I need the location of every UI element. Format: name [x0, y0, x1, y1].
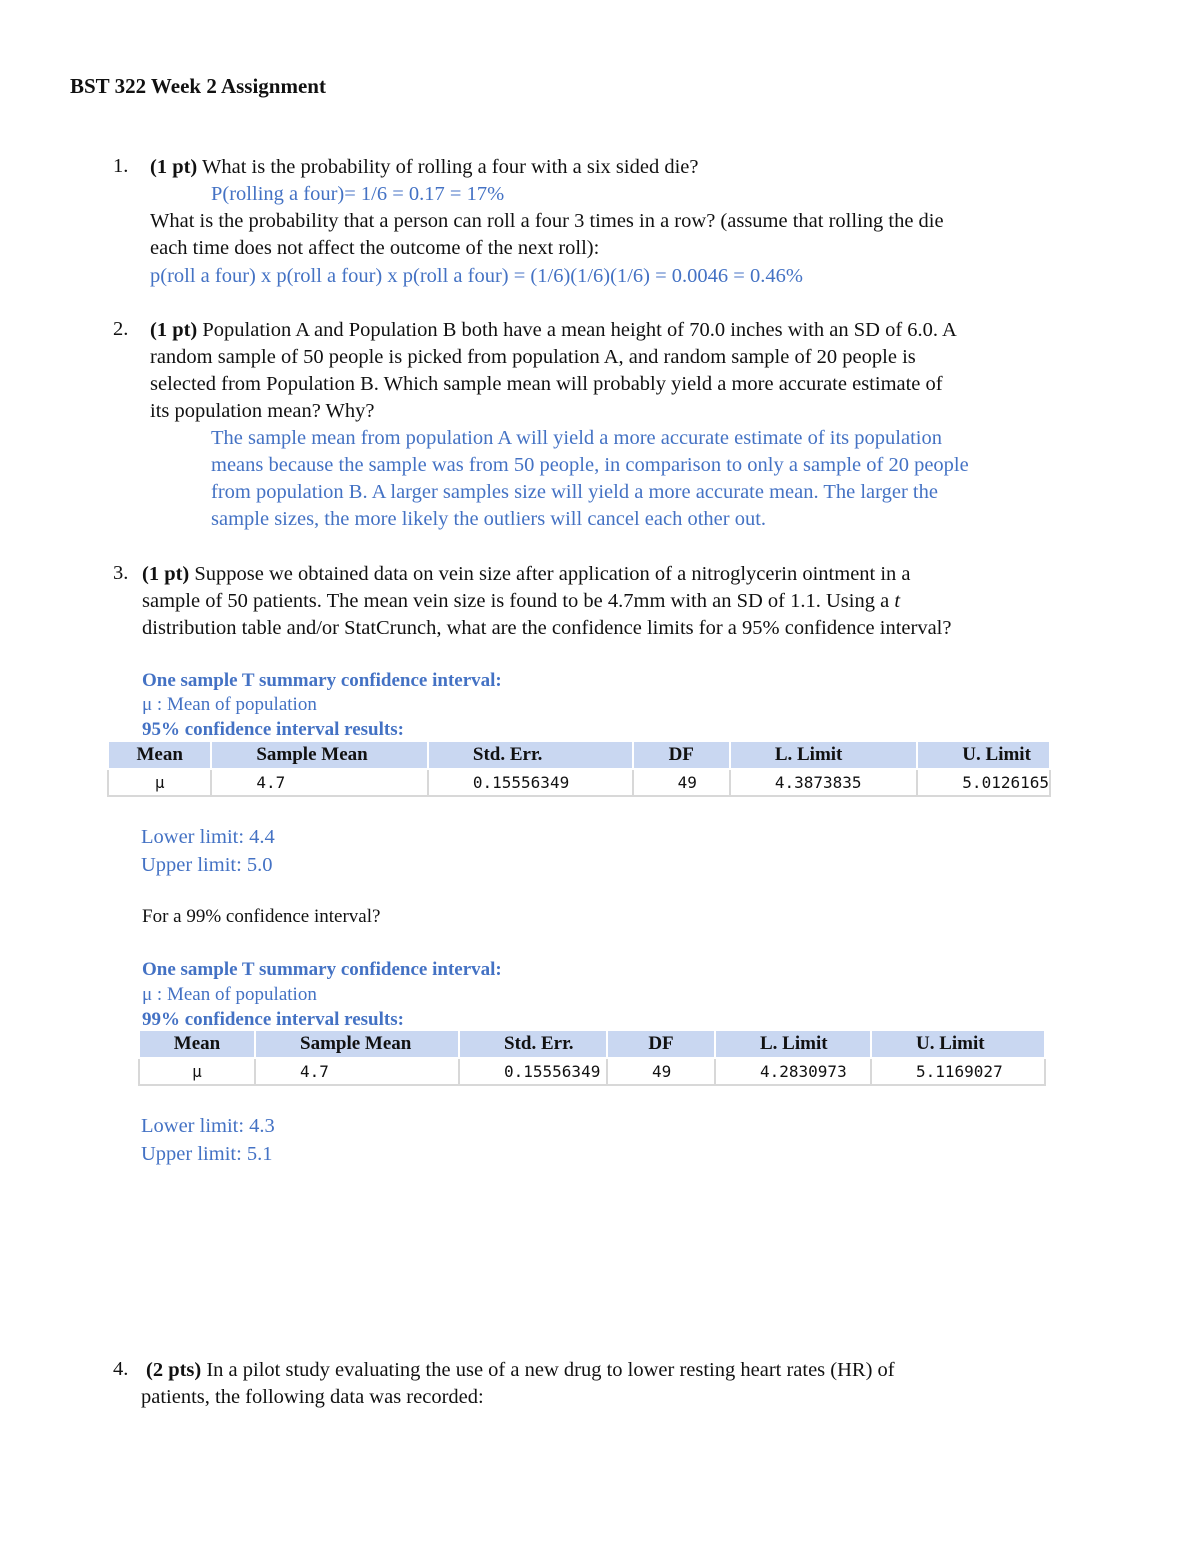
question-text: (1 pt) Population A and Population B both have a mean height of 70.0 inches with an SD of 6.0. A — [150, 319, 957, 341]
question-text: For a 99% confidence interval? — [142, 906, 381, 927]
column-header: Mean — [108, 741, 211, 769]
table-cell: 5.1169027 — [871, 1058, 1045, 1085]
question-number: 3. — [113, 562, 129, 584]
output-parameter: μ : Mean of population — [142, 694, 317, 715]
points-label: (1 pt) — [150, 156, 198, 178]
answer-text: P(rolling a four)= 1/6 = 0.17 = 17% — [211, 183, 505, 205]
lower-limit-answer: Lower limit: 4.3 — [141, 1115, 275, 1137]
question-text: (2 pts) In a pilot study evaluating the use of a new drug to lower resting heart rates (HR) of — [146, 1359, 895, 1381]
column-header: U. Limit — [871, 1030, 1045, 1058]
output-heading: One sample T summary confidence interval: — [142, 959, 502, 980]
ci95-results-table — [107, 740, 1051, 797]
question-number: 4. — [113, 1358, 129, 1380]
table-cell: μ — [139, 1058, 255, 1085]
output-results-label: 95% confidence interval results: — [142, 719, 404, 740]
column-header: Std. Err. — [428, 741, 633, 769]
answer-text: sample sizes, the more likely the outliers will cancel each other out. — [211, 508, 767, 530]
table-cell: 4.7 — [211, 769, 428, 796]
question-text: distribution table and/or StatCrunch, what are the confidence limits for a 95% confidence interval? — [142, 617, 952, 639]
lower-limit-answer: Lower limit: 4.4 — [141, 826, 275, 848]
column-header: Sample Mean — [255, 1030, 459, 1058]
answer-text: from population B. A larger samples size will yield a more accurate mean. The larger the — [211, 481, 938, 503]
answer-text: The sample mean from population A will yield a more accurate estimate of its population — [211, 427, 942, 449]
document-title: BST 322 Week 2 Assignment — [70, 74, 326, 98]
points-label: (1 pt) — [142, 563, 190, 585]
output-heading: One sample T summary confidence interval: — [142, 670, 502, 691]
table-cell: 4.2830973 — [715, 1058, 871, 1085]
column-header: Mean — [139, 1030, 255, 1058]
table-row — [108, 769, 1050, 796]
ci99-results-table — [138, 1029, 1046, 1086]
question-text: (1 pt) What is the probability of rolling a four with a six sided die? — [150, 156, 699, 178]
column-header: L. Limit — [730, 741, 917, 769]
points-label: (1 pt) — [150, 319, 198, 341]
table-header-row — [139, 1030, 1045, 1058]
upper-limit-answer: Upper limit: 5.0 — [141, 854, 273, 876]
table-cell: 0.15556349 — [459, 1058, 607, 1085]
table-cell: 4.3873835 — [730, 769, 917, 796]
table-cell: 0.15556349 — [428, 769, 633, 796]
table-row — [139, 1058, 1045, 1085]
question-text: What is the probability that a person can roll a four 3 times in a row? (assume that rolling the die — [150, 210, 944, 232]
answer-text: means because the sample was from 50 people, in comparison to only a sample of 20 people — [211, 454, 969, 476]
upper-limit-answer: Upper limit: 5.1 — [141, 1143, 273, 1165]
table-header-row — [108, 741, 1050, 769]
column-header: U. Limit — [917, 741, 1050, 769]
question-text: selected from Population B. Which sample mean will probably yield a more accurate estimate of — [150, 373, 943, 395]
output-parameter: μ : Mean of population — [142, 984, 317, 1005]
question-text: (1 pt) Suppose we obtained data on vein size after application of a nitroglycerin ointment in a — [142, 563, 911, 585]
table-cell: 4.7 — [255, 1058, 459, 1085]
table-cell: 5.0126165 — [917, 769, 1050, 796]
column-header: Std. Err. — [459, 1030, 607, 1058]
answer-text: p(roll a four) x p(roll a four) x p(roll a four) = (1/6)(1/6)(1/6) = 0.0046 = 0.46% — [150, 265, 803, 287]
question-number: 2. — [113, 318, 129, 340]
question-text: its population mean? Why? — [150, 400, 375, 422]
question-number: 1. — [113, 155, 129, 177]
table-cell: 49 — [633, 769, 730, 796]
question-text: sample of 50 patients. The mean vein size is found to be 4.7mm with an SD of 1.1. Using a t — [142, 590, 901, 612]
output-results-label: 99% confidence interval results: — [142, 1009, 404, 1030]
column-header: Sample Mean — [211, 741, 428, 769]
column-header: DF — [633, 741, 730, 769]
table-cell: 49 — [607, 1058, 715, 1085]
question-text: patients, the following data was recorded: — [141, 1386, 484, 1408]
question-text: each time does not affect the outcome of the next roll): — [150, 237, 600, 259]
column-header: L. Limit — [715, 1030, 871, 1058]
points-label: (2 pts) — [146, 1359, 202, 1381]
question-text: random sample of 50 people is picked from population A, and random sample of 20 people is — [150, 346, 916, 368]
table-cell: μ — [108, 769, 211, 796]
column-header: DF — [607, 1030, 715, 1058]
